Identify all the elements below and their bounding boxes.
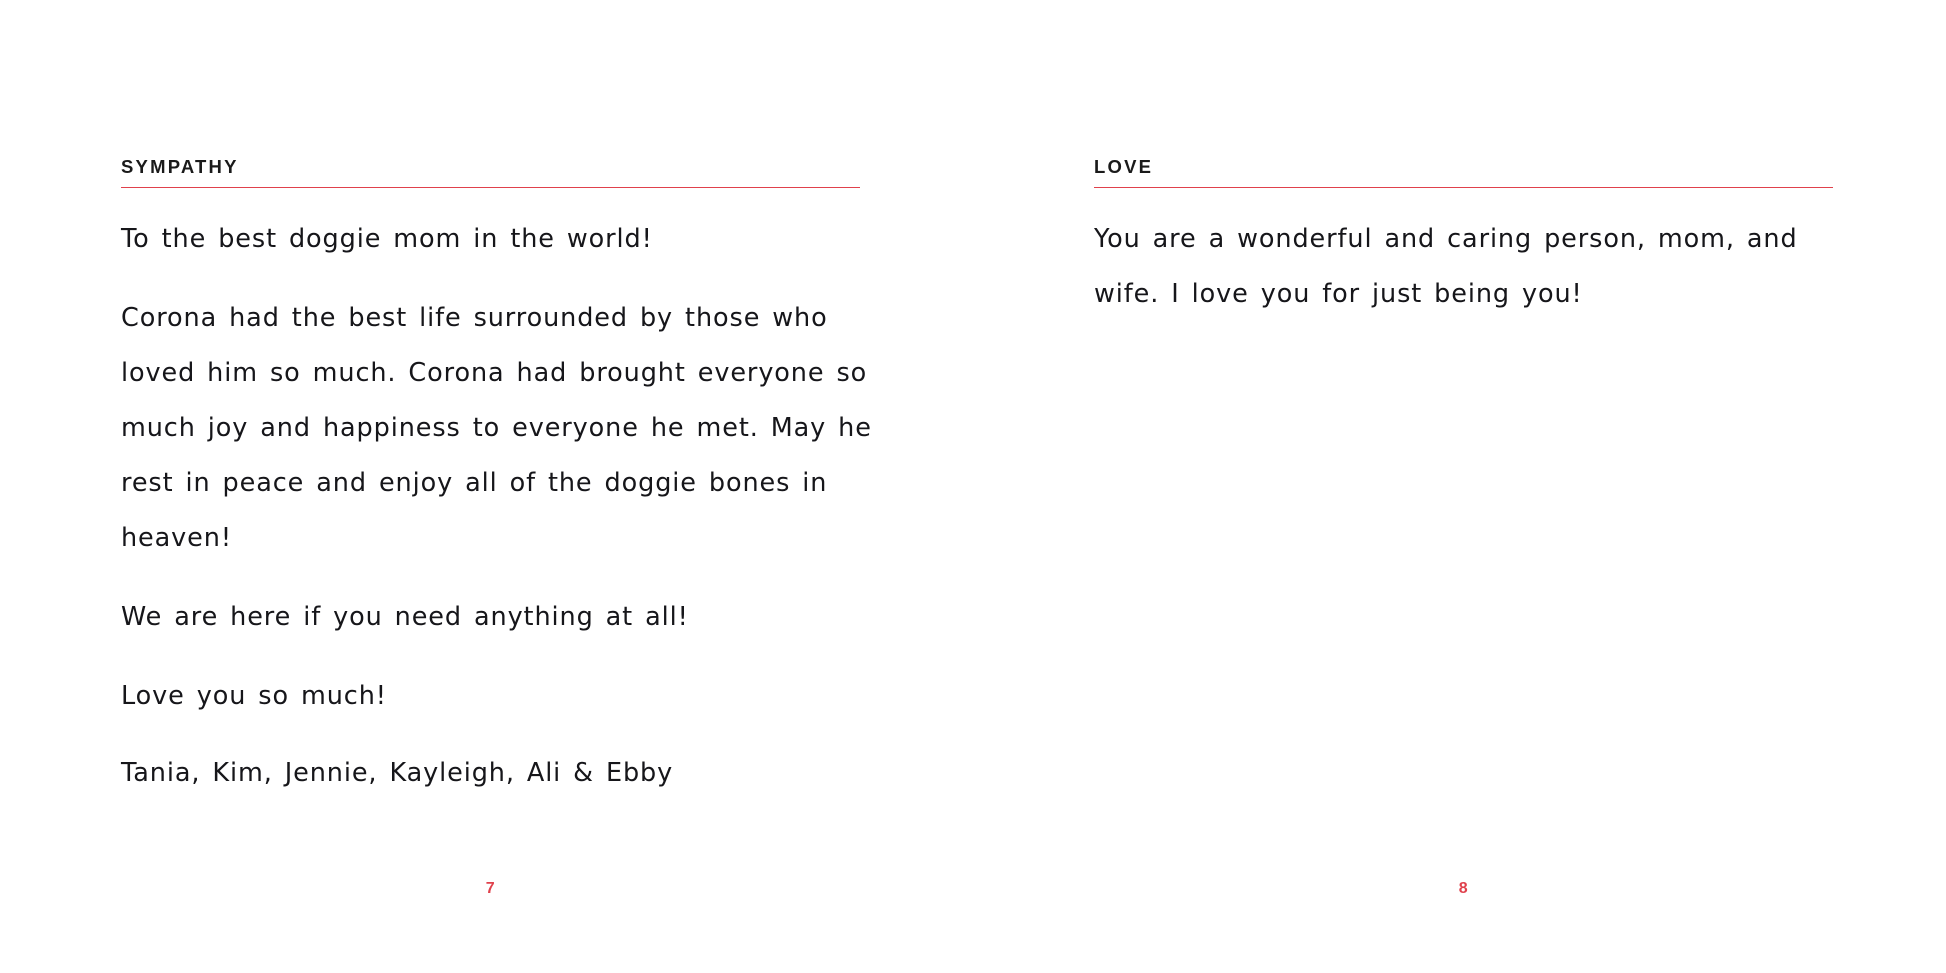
paragraph: You are a wonderful and caring person, mom, and wife. I love you for just being you! — [1094, 224, 1810, 309]
page-number: 8 — [1458, 880, 1469, 897]
paragraph: We are here if you need anything at all! — [121, 602, 689, 632]
section-header-sympathy — [121, 158, 860, 188]
section-title: LOVE — [1094, 156, 1154, 177]
section-title: SYMPATHY — [121, 156, 239, 177]
section-divider — [1094, 187, 1833, 188]
page-right — [973, 0, 1946, 973]
signature-line: Tania, Kim, Jennie, Kayleigh, Ali & Ebby — [121, 758, 674, 788]
section-divider — [121, 187, 860, 188]
paragraph: To the best doggie mom in the world! — [121, 224, 653, 254]
page-number: 7 — [485, 880, 496, 897]
message-body-left — [121, 212, 884, 801]
section-header-love — [1094, 158, 1833, 188]
closing-line: Love you so much! — [121, 681, 387, 711]
paragraph: Corona had the best life surrounded by those who loved him so much. Corona had brought everyone so much joy and happiness to everyone he met. May he rest in peace and enjoy all of the doggie bones in heaven! — [121, 303, 884, 553]
message-body-right — [1094, 212, 1854, 322]
